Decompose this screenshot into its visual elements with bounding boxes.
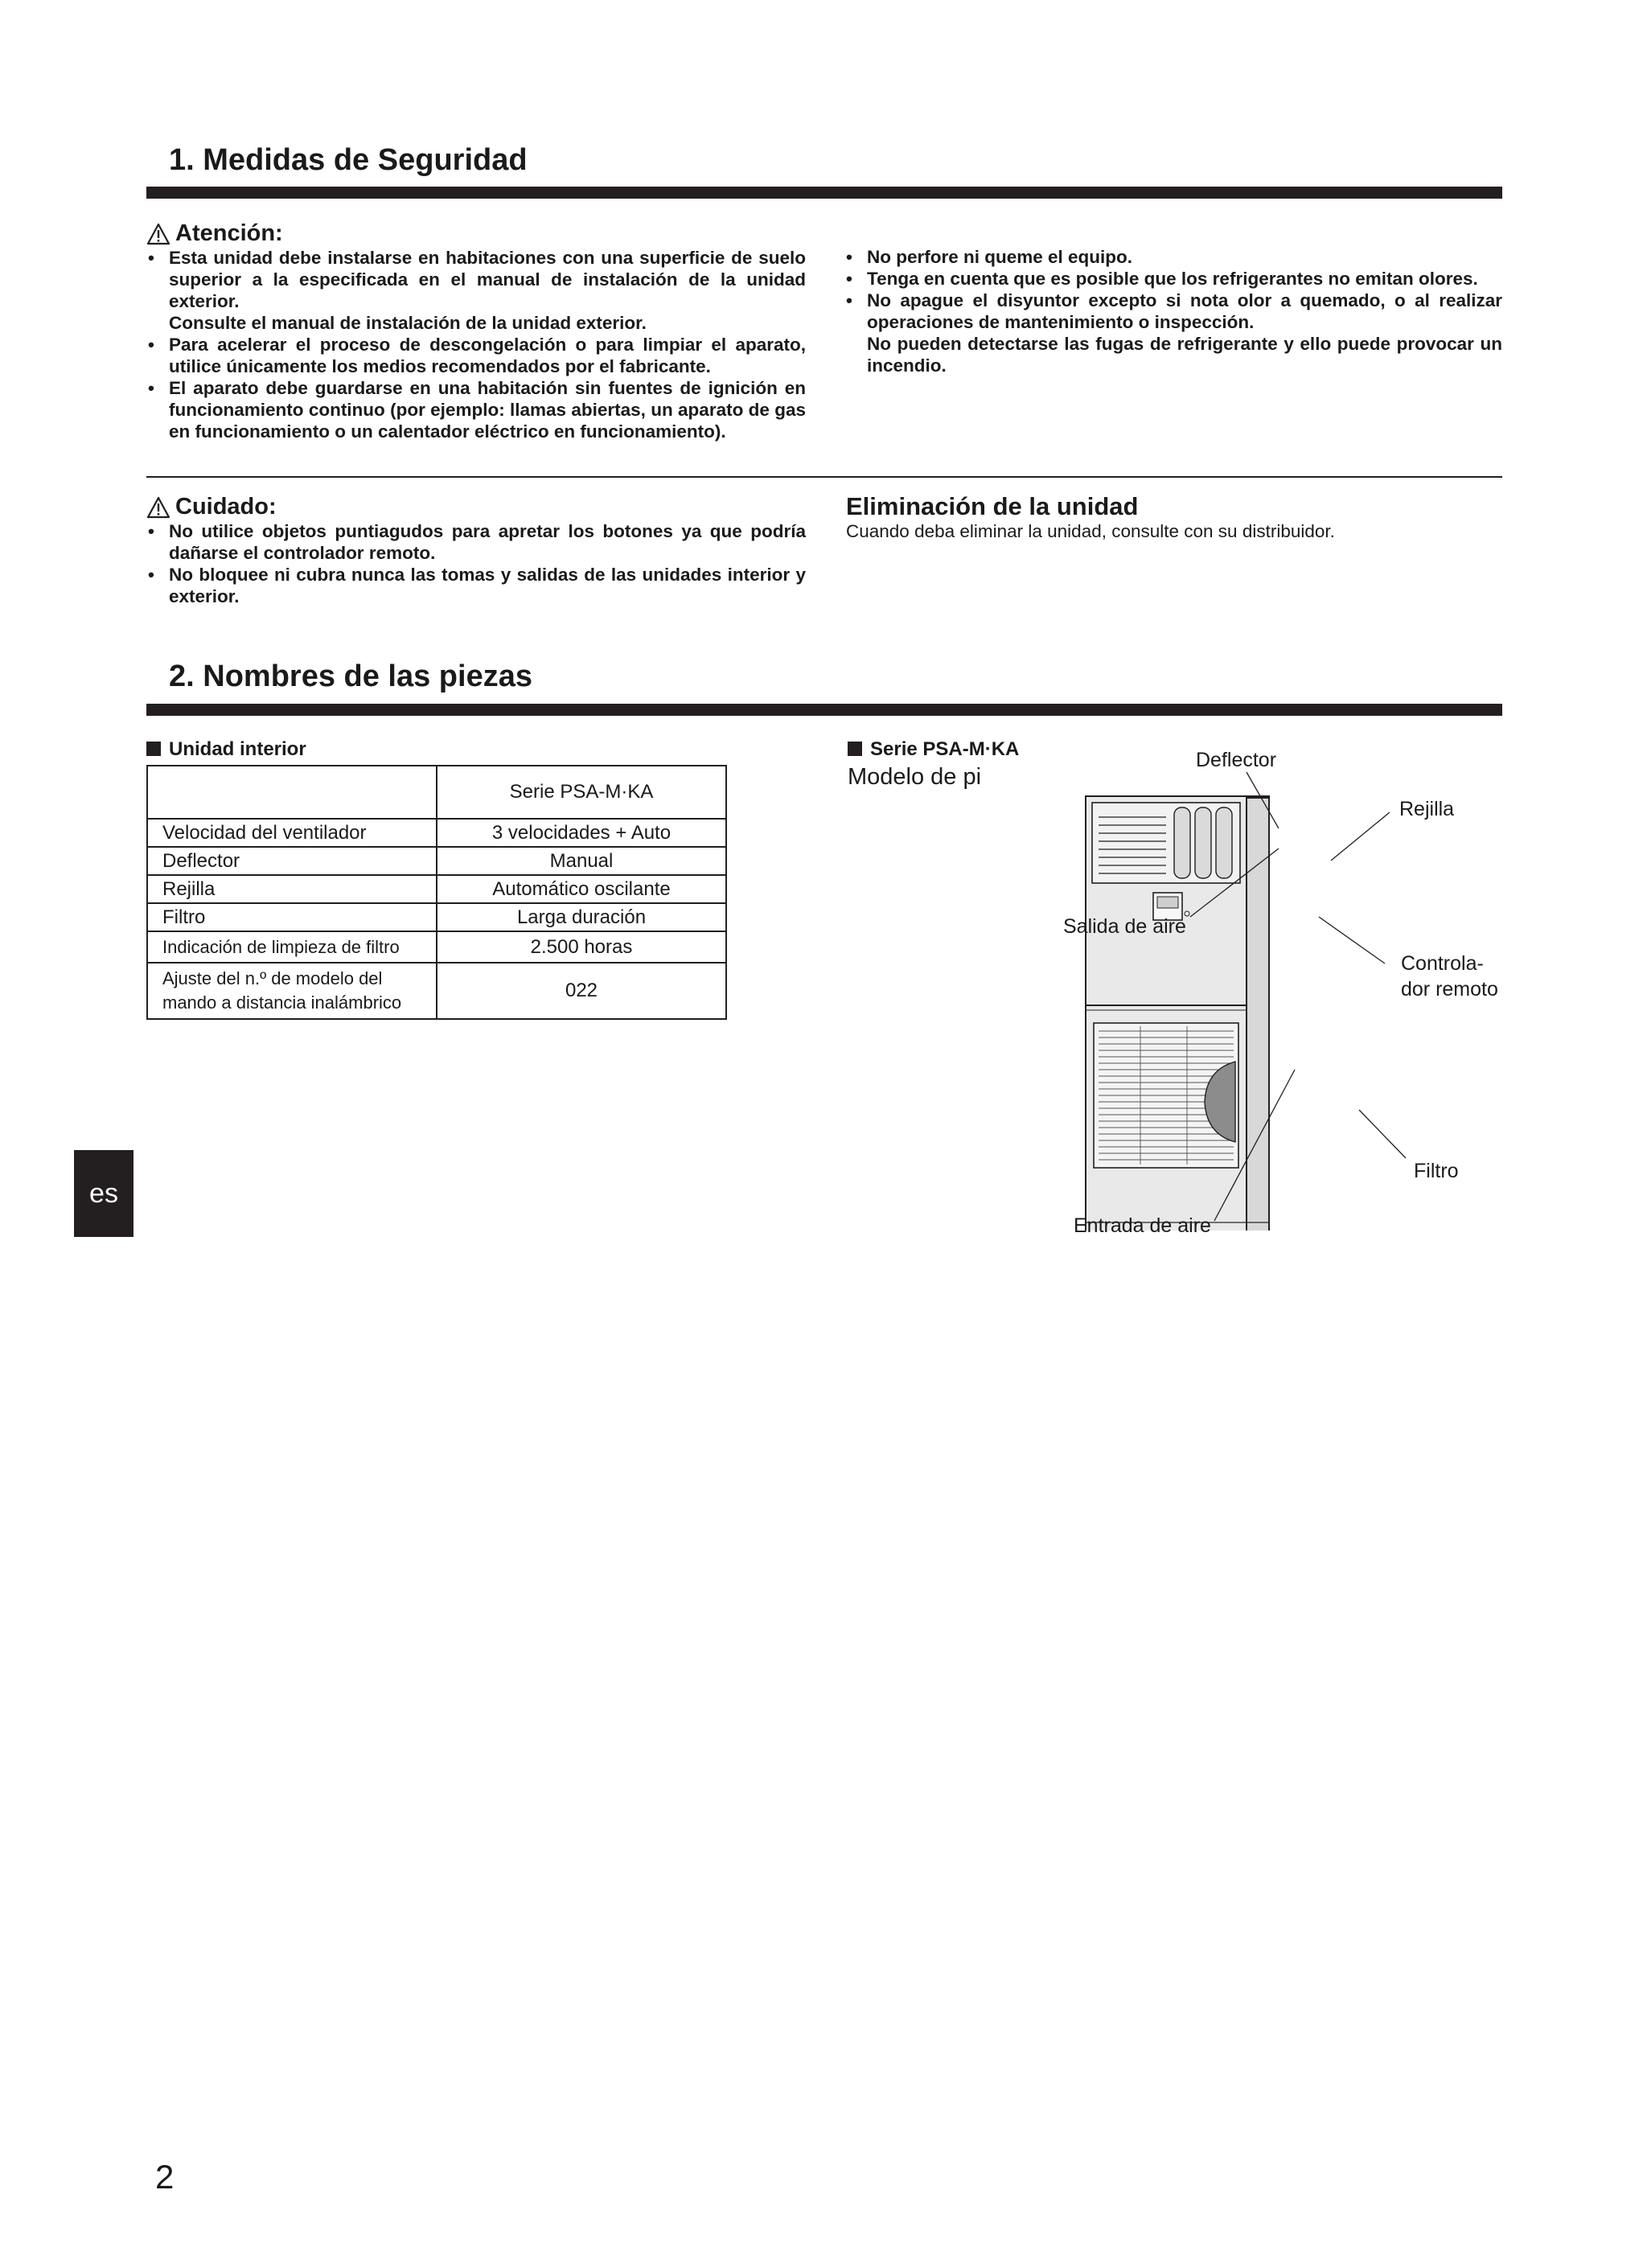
list-item: • El aparato debe guardarse en una habitación sin fuentes de ignición en funcionamiento continuo (por ejemplo: llamas abiertas, un aparato de gas en funcionamiento o un calentador eléctrico en funcionamiento).	[146, 377, 806, 442]
row-label: Ajuste del n.º de modelo del mando a distancia inalámbrico	[147, 963, 437, 1019]
row-label: Filtro	[147, 903, 437, 931]
row-value: 2.500 horas	[437, 931, 726, 963]
eliminacion-title: Eliminación de la unidad	[846, 492, 1139, 520]
section-2-title: 2. Nombres de las piezas	[169, 659, 532, 693]
list-item: • No apague el disyuntor excepto si nota olor a quemado, o al realizar operaciones de mantenimiento o inspección. No pueden detectarse las fugas de refrigerante y ello puede provocar un incendio.	[844, 290, 1502, 376]
row-value: 3 velocidades + Auto	[437, 819, 726, 847]
leader-filtro	[1359, 1110, 1406, 1158]
page-number: 2	[155, 2158, 175, 2196]
row-label: Deflector	[147, 847, 437, 875]
label-rejilla: Rejilla	[1399, 798, 1455, 820]
row-label: Indicación de limpieza de filtro	[147, 931, 437, 963]
language-tab: es	[74, 1150, 133, 1237]
leader-controlador	[1319, 917, 1385, 963]
diagram-series-label: Serie PSA-M·KA	[848, 738, 1019, 761]
row-value: 022	[437, 963, 726, 1019]
list-item: • No bloquee ni cubra nunca las tomas y salidas de las unidades interior y exterior.	[146, 564, 806, 607]
leader-entrada	[1214, 1070, 1295, 1221]
eliminacion-text: Cuando deba eliminar la unidad, consulte con su distribuidor.	[846, 521, 1335, 541]
label-entrada-de-aire: Entrada de aire	[1074, 1214, 1211, 1237]
list-item: • Para acelerar el proceso de descongelación o para limpiar el aparato, utilice únicamente los medios recomendados por el fabricante.	[146, 334, 806, 377]
row-value: Automático oscilante	[437, 875, 726, 903]
label-controlador: Controla- dor remoto	[1401, 952, 1498, 1000]
row-label: Rejilla	[147, 875, 437, 903]
label-salida-de-aire: Salida de aire	[1063, 915, 1186, 938]
diagram-model-label: Modelo de pi	[848, 764, 982, 790]
list-item: • Esta unidad debe instalarse en habitaciones con una superficie de suelo superior a la especificada en el manual de instalación de la unidad exterior. Consulte el manual de instalación de la unidad exterior.	[146, 247, 806, 334]
row-value: Manual	[437, 847, 726, 875]
leader-rejilla	[1331, 812, 1390, 861]
label-deflector: Deflector	[1196, 749, 1277, 771]
leader-salida	[1190, 848, 1279, 917]
row-label: Velocidad del ventilador	[147, 819, 437, 847]
header-cell: Serie PSA-M·KA	[437, 766, 726, 819]
section-1-title: 1. Medidas de Seguridad	[169, 143, 528, 177]
label-filtro: Filtro	[1414, 1160, 1459, 1182]
cuidado-heading: Cuidado:	[146, 494, 806, 520]
list-item: • No utilice objetos puntiagudos para apretar los botones ya que podría dañarse el controlador remoto.	[146, 520, 806, 564]
row-value: Larga duración	[437, 903, 726, 931]
list-item: • No perfore ni queme el equipo.	[844, 246, 1502, 268]
list-item: • Tenga en cuenta que es posible que los refrigerantes no emitan olores.	[844, 268, 1502, 290]
atencion-heading: Atención:	[146, 220, 806, 247]
indoor-unit-label: Unidad interior	[146, 738, 306, 761]
leader-deflector	[1247, 772, 1279, 828]
